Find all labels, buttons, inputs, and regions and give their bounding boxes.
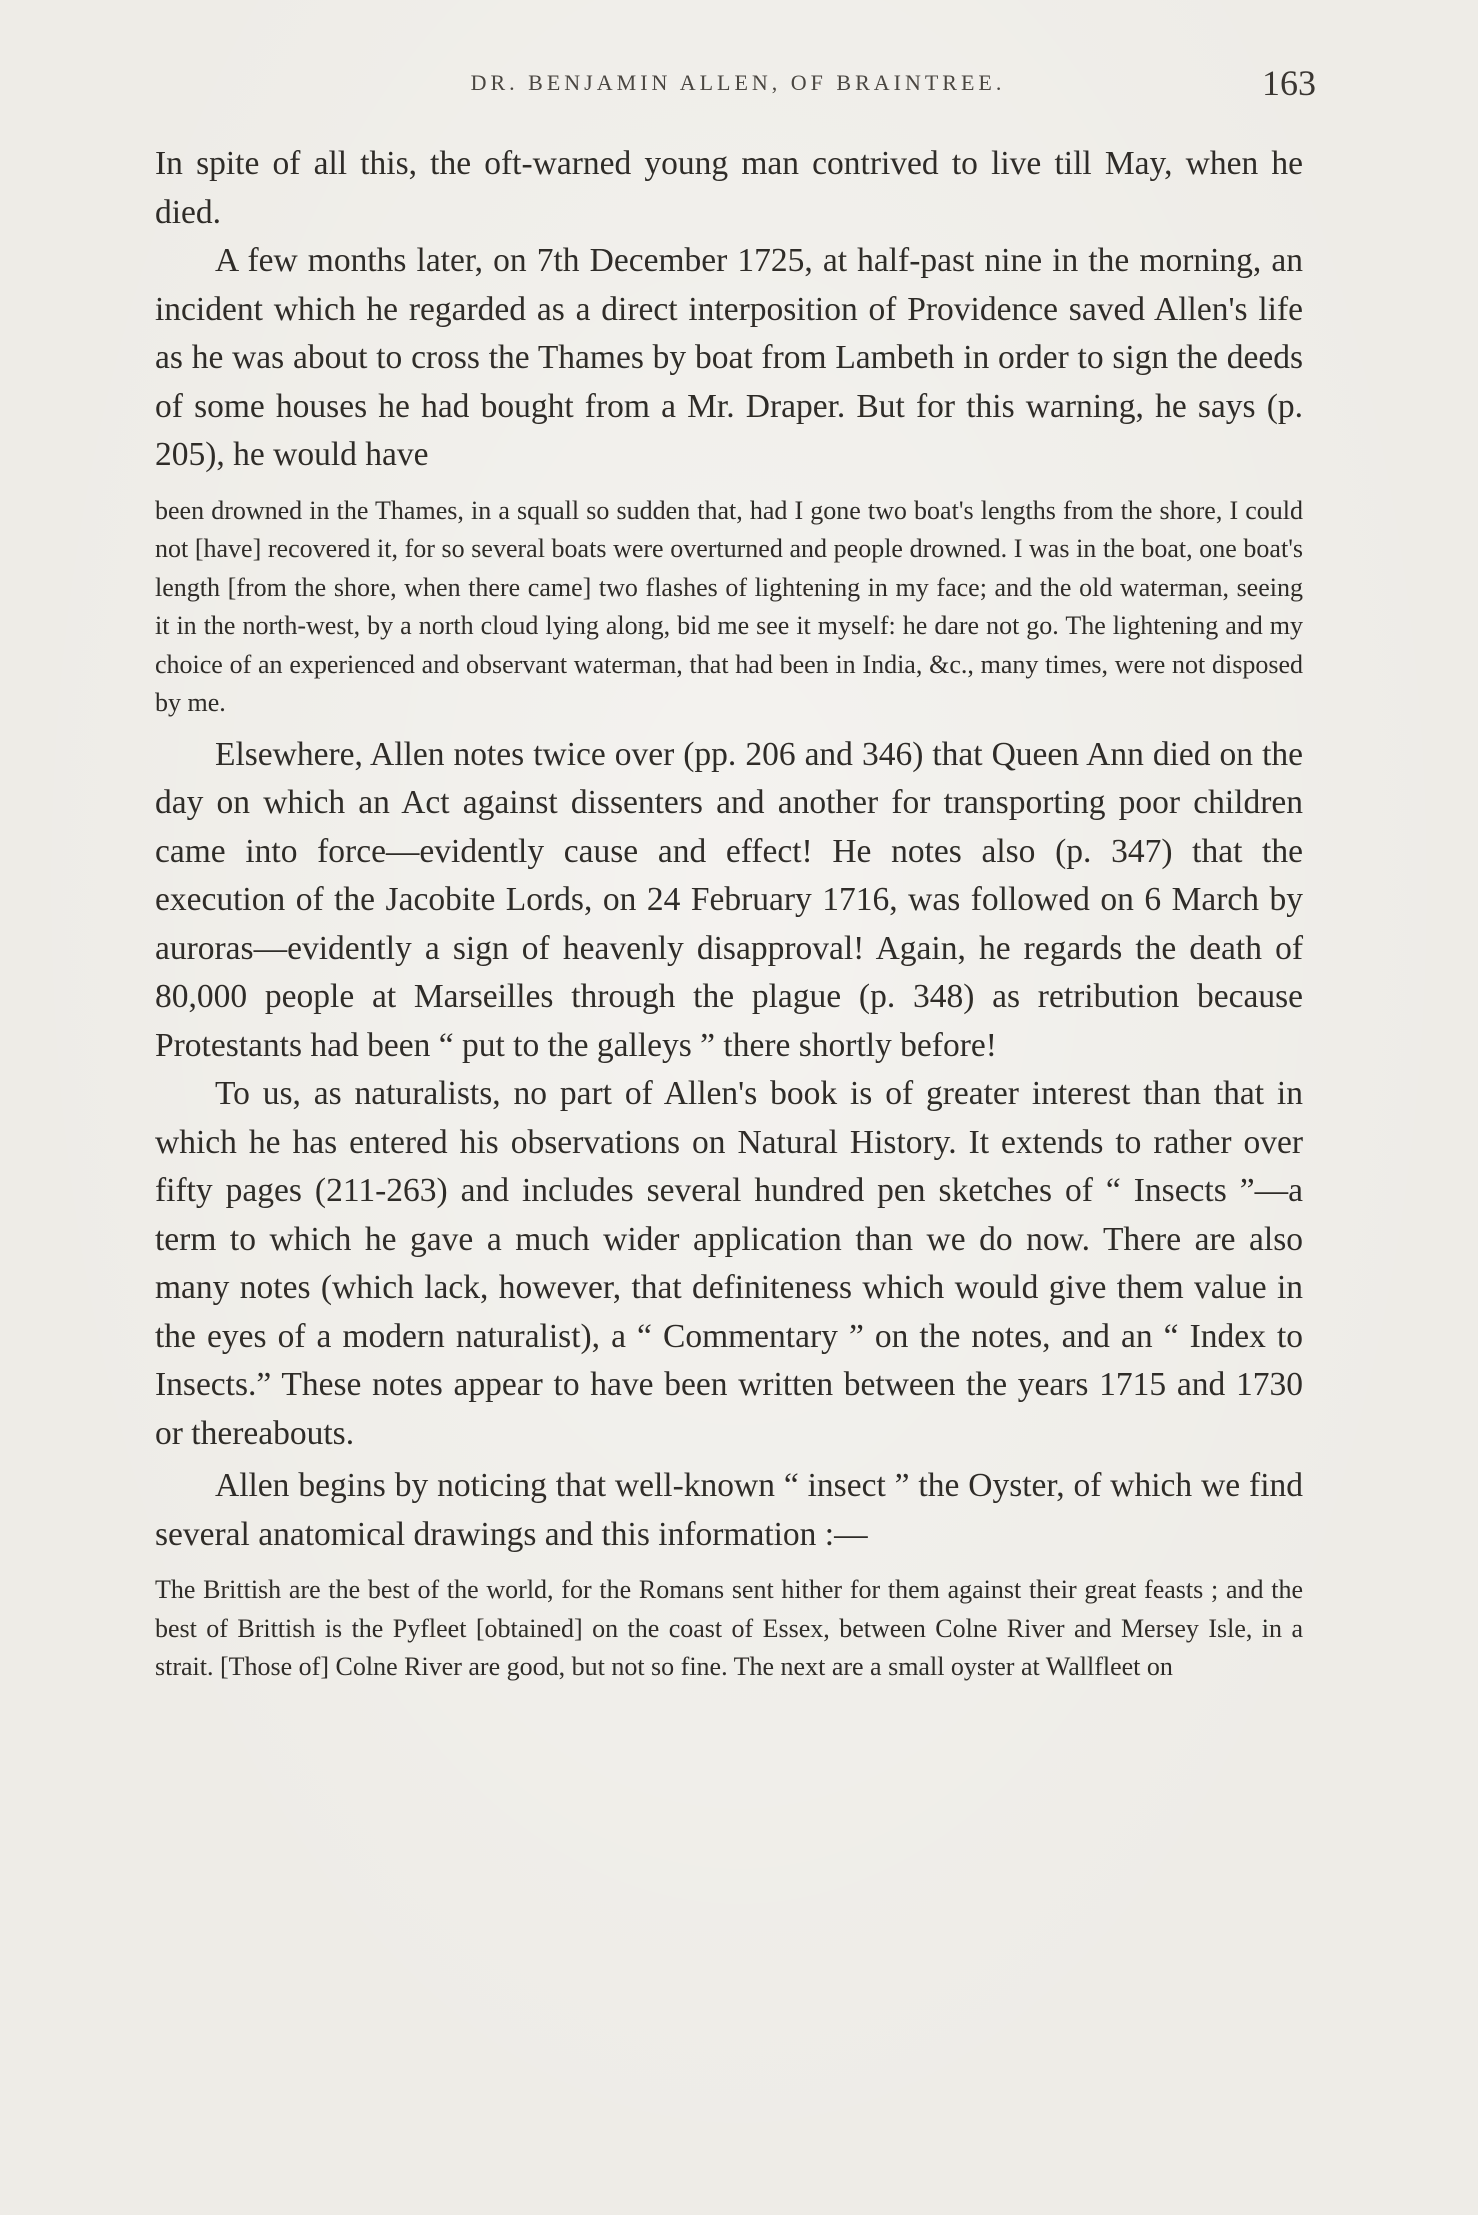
paragraph-1: In spite of all this, the oft-warned young man contrived to live till May, when he died. — [155, 145, 1303, 231]
running-head — [160, 62, 1316, 112]
block-quote-1: been drowned in the Thames, in a squall so sudden that, had I gone two boat's lengths from the shore, I could not [have] recovered it, for so several boats were overturned and people drowned. I was in the boat, one boat's length [from the shore, when there came] two flashes of lightening in my face; and the old waterman, seeing it in the north-west, by a north cloud lying along, bid me see it myself: he dare not go. The lightening and my choice of an experienced and observant waterman, that had been in India, &c., many times, were not disposed by me. — [155, 495, 1303, 717]
page-number: 163 — [1262, 63, 1316, 103]
paragraph-4: To us, as naturalists, no part of Allen's book is of greater interest than that in which he has entered his observations on Natural History. It extends to rather over fifty pages (211-263) and includes several hundred pen sketches of “ Insects ”—a term to which he gave a much wider application than we do now. There are also many notes (which lack, however, that definiteness which would give them value in the eyes of a modern naturalist), a “ Commentary ” on the notes, and an “ Index to Insects.” These notes appear to have been written between the years 1715 and 1730 or thereabouts. — [155, 1075, 1303, 1452]
text-block — [155, 140, 1303, 1695]
paragraph-3: Elsewhere, Allen notes twice over (pp. 206 and 346) that Queen Ann died on the day on which an Act against dissenters and another for transporting poor children came into force—evidently cause and effect! He notes also (p. 347) that the execution of the Jacobite Lords, on 24 February 1716, was followed on 6 March by auroras—evidently a sign of heavenly disapproval! Again, he regards the death of 80,000 people at Marseilles through the plague (p. 348) as retribution because Protestants had been “ put to the galleys ” there shortly before! — [155, 735, 1303, 1064]
paragraph-5: Allen begins by noticing that well-known “ insect ” the Oyster, of which we find several anatomical drawings and this information :— — [155, 1467, 1303, 1553]
running-title: DR. BENJAMIN ALLEN, OF BRAINTREE. — [470, 70, 1006, 95]
block-quote-2: The Brittish are the best of the world, for the Romans sent hither for them against their great feasts ; and the best of Brittish is the Pyfleet [obtained] on the coast of Essex, between Colne River and Mersey Isle, in a strait. [Those of] Colne River are good, but not so fine. The next are a small oyster at Wallfleet on — [155, 1575, 1303, 1681]
paragraph-2: A few months later, on 7th December 1725, at half-past nine in the morning, an incident which he regarded as a direct interposition of Providence saved Allen's life as he was about to cross the Thames by boat from Lambeth in order to sign the deeds of some houses he had bought from a Mr. Draper. But for this warning, he says (p. 205), he would have — [155, 242, 1303, 473]
